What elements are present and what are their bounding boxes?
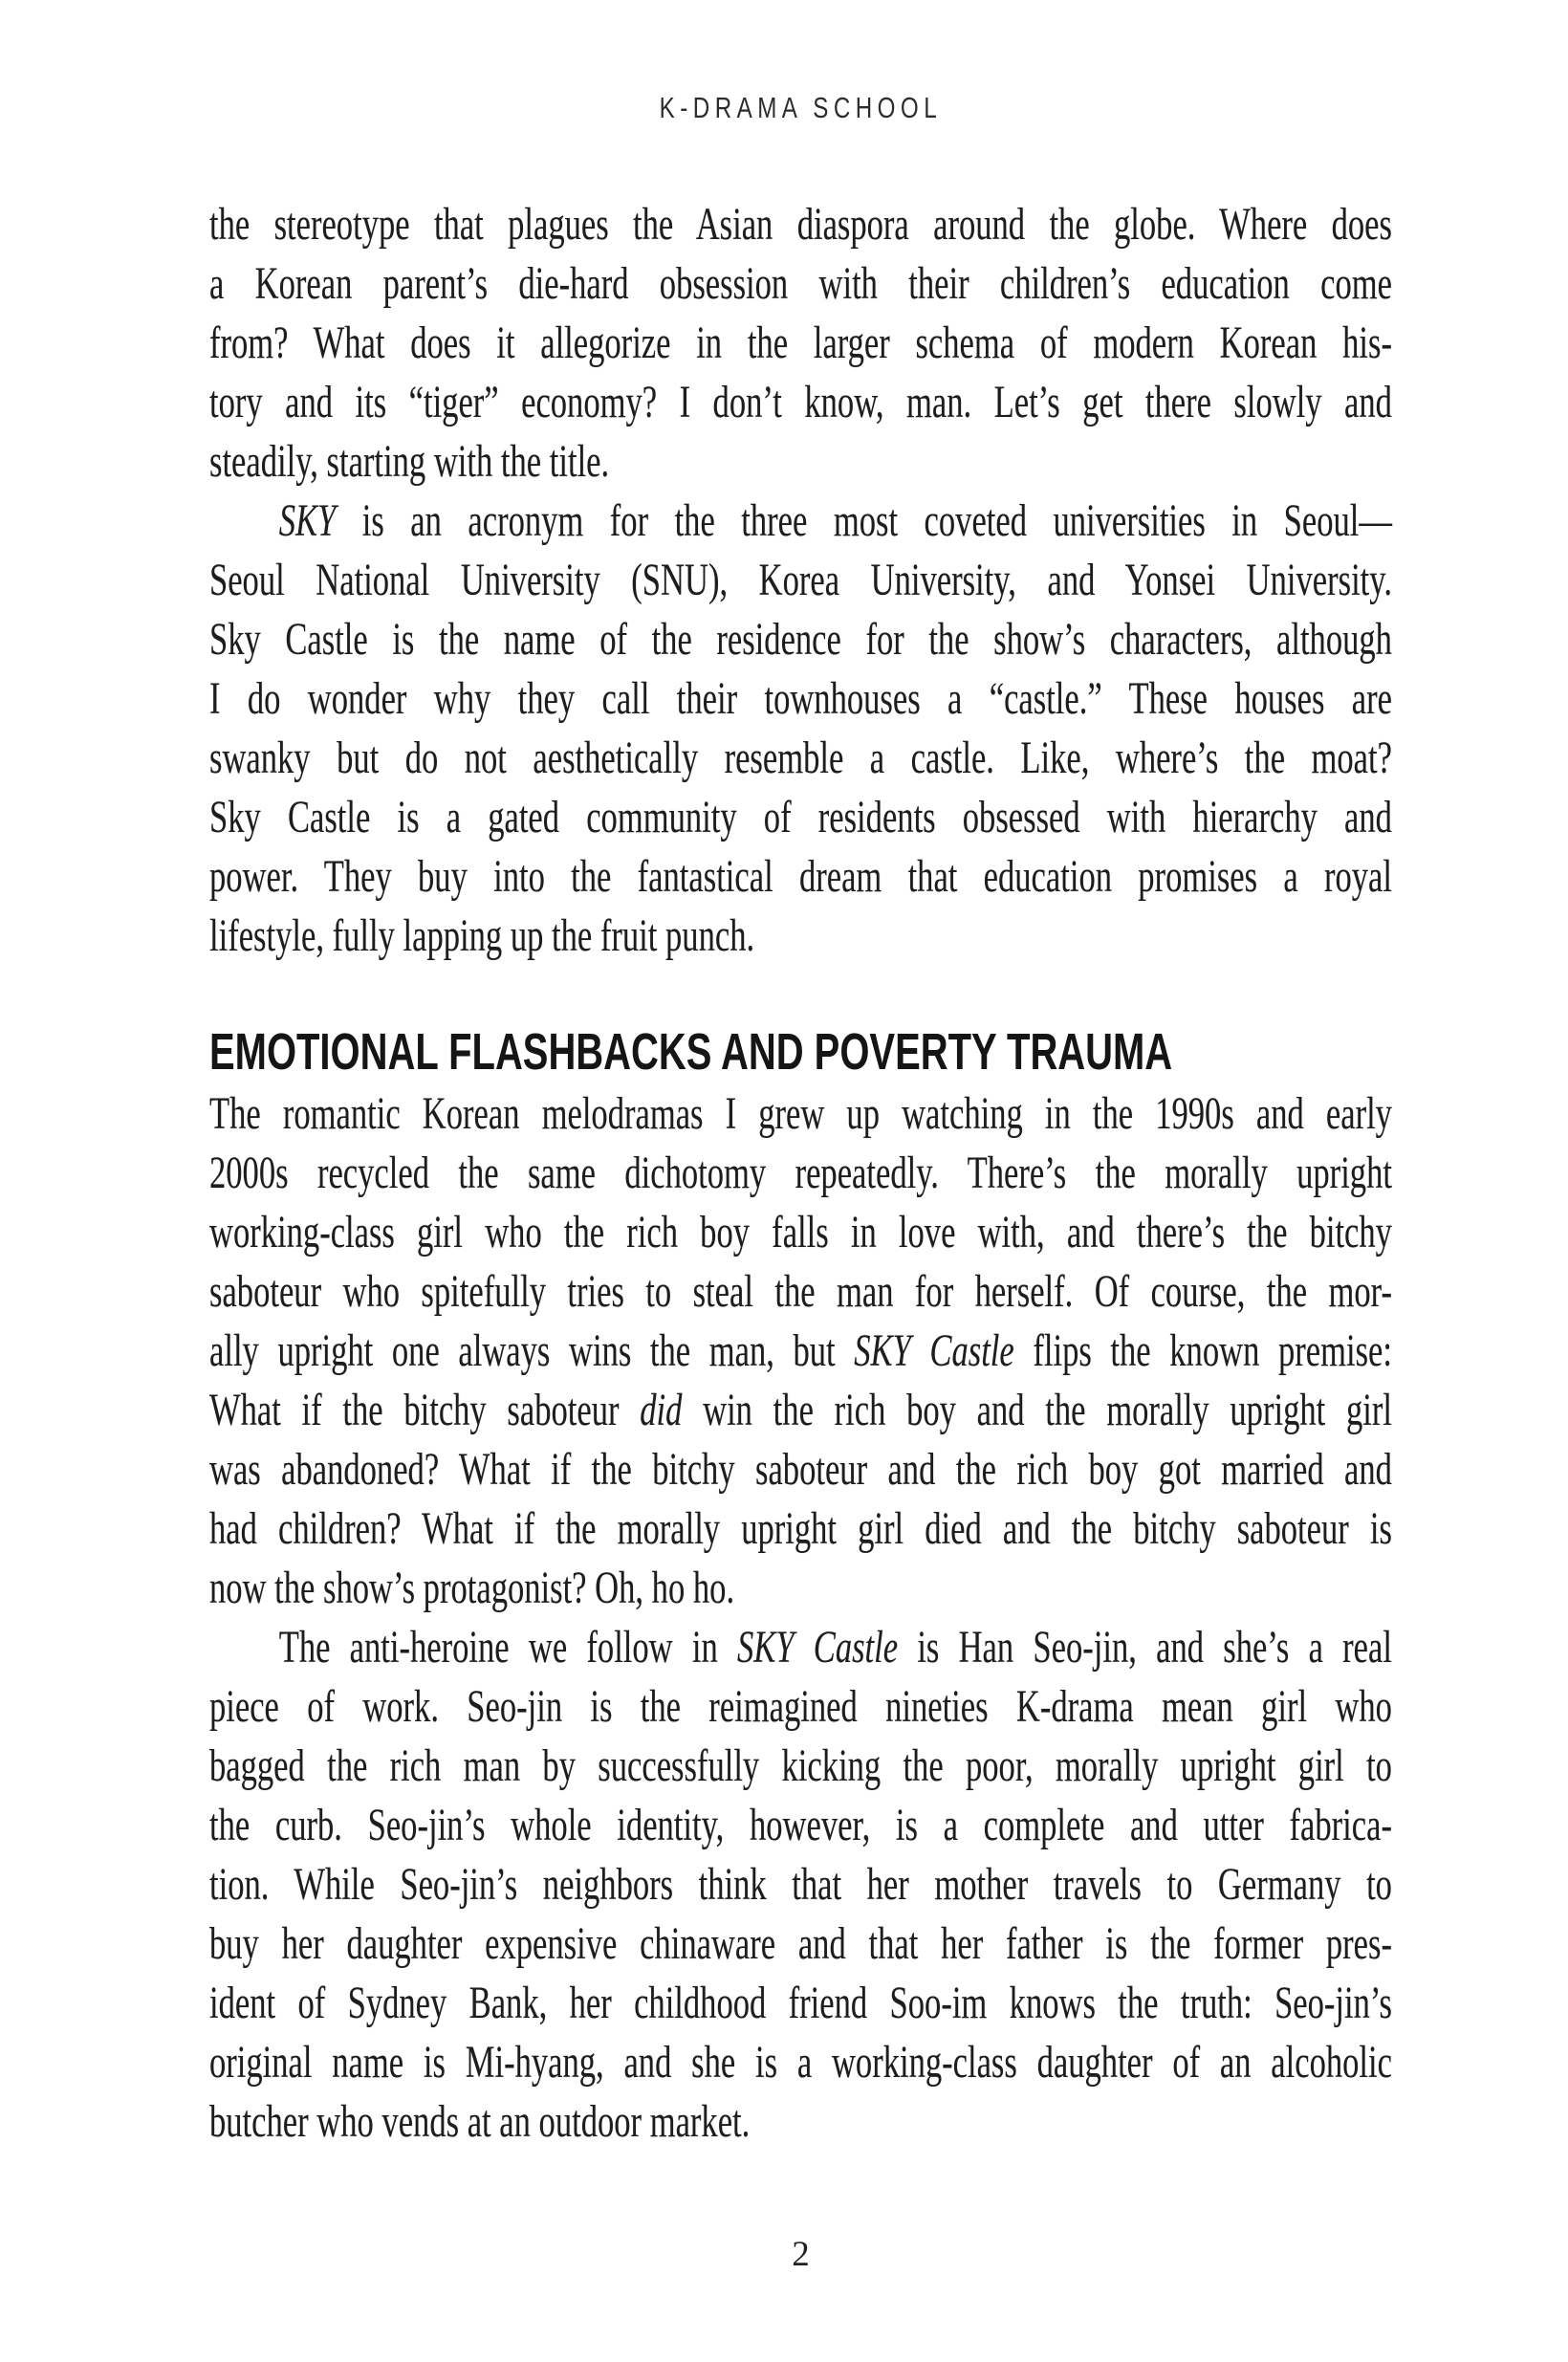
text-run: working-class girl who the rich boy falls in love with, and there’s the bitchy bbox=[209, 1207, 1392, 1258]
text-run: had children? What if the morally upright girl died and the bitchy saboteur is bbox=[209, 1503, 1392, 1554]
text-run: the stereotype that plagues the Asian diaspora around the globe. Where does bbox=[209, 199, 1392, 250]
body-line bbox=[209, 1974, 1392, 2033]
text-run: piece of work. Seo-jin is the reimagined nineties K-drama mean girl who bbox=[209, 1681, 1392, 1732]
body-line bbox=[209, 1737, 1392, 1796]
text-run: Sky Castle is a gated community of residents obsessed with hierarchy and bbox=[209, 792, 1392, 842]
italic-text-run: SKY bbox=[278, 495, 337, 546]
text-run: original name is Mi-hyang, and she is a working-class daughter of an alcoholic bbox=[209, 2037, 1392, 2088]
body-line bbox=[209, 195, 1392, 254]
body-paragraph bbox=[209, 492, 1392, 966]
text-run: now the show’s protagonist? Oh, ho ho. bbox=[209, 1563, 735, 1613]
running-header bbox=[209, 93, 1392, 122]
text-run: from? What does it allegorize in the larger schema of modern Korean his- bbox=[209, 317, 1392, 368]
text-run: 2000s recycled the same dichotomy repeatedly. There’s the morally upright bbox=[209, 1148, 1392, 1198]
text-run: Seoul National University (SNU), Korea University, and Yonsei University. bbox=[209, 555, 1392, 605]
body-line bbox=[209, 1559, 1392, 1618]
text-run: bagged the rich man by successfully kicking the poor, morally upright girl to bbox=[209, 1740, 1392, 1791]
text-run: was abandoned? What if the bitchy saboteur and the rich boy got married and bbox=[209, 1444, 1392, 1495]
body-line bbox=[209, 847, 1392, 907]
text-run: is an acronym for the three most coveted universities in Seoul— bbox=[336, 495, 1392, 546]
text-run: ally upright one always wins the man, but bbox=[209, 1325, 855, 1376]
text-run: steadily, starting with the title. bbox=[209, 436, 610, 487]
italic-text-run: SKY Castle bbox=[854, 1325, 1014, 1376]
text-run: flips the known premise: bbox=[1013, 1325, 1392, 1376]
body-line bbox=[209, 1262, 1392, 1322]
body-line bbox=[209, 1381, 1392, 1440]
body-line bbox=[209, 669, 1392, 729]
body-line bbox=[209, 1855, 1392, 1914]
text-run: win the rich boy and the morally upright girl bbox=[682, 1385, 1392, 1435]
text-run: power. They buy into the fantastical dream that education promises a royal bbox=[209, 851, 1392, 902]
text-run: buy her daughter expensive chinaware and that her father is the former pres- bbox=[209, 1918, 1392, 1969]
body-line bbox=[209, 1084, 1392, 1144]
body-line bbox=[209, 1203, 1392, 1262]
body-content bbox=[209, 195, 1392, 2152]
body-line bbox=[209, 1914, 1392, 1974]
body-line bbox=[209, 2092, 1392, 2152]
italic-text-run: did bbox=[640, 1385, 683, 1435]
page-number: 2 bbox=[792, 2235, 810, 2274]
text-run: tory and its “tiger” economy? I don’t know, man. Let’s get there slowly and bbox=[209, 377, 1392, 427]
body-line bbox=[209, 1322, 1392, 1381]
text-run: What if the bitchy saboteur bbox=[209, 1385, 641, 1435]
text-run: is Han Seo-jin, and she’s a real bbox=[898, 1622, 1392, 1673]
running-header-text: K-DRAMA SCHOOL bbox=[659, 91, 943, 124]
text-run: a Korean parent’s die-hard obsession with their children’s education come bbox=[209, 258, 1392, 309]
text-run: saboteur who spitefully tries to steal the man for herself. Of course, the mor- bbox=[209, 1266, 1392, 1317]
body-line bbox=[209, 907, 1392, 966]
body-line bbox=[209, 729, 1392, 788]
body-paragraph bbox=[209, 1618, 1392, 2152]
body-paragraph bbox=[209, 195, 1392, 492]
text-run: I do wonder why they call their townhouses a “castle.” These houses are bbox=[209, 673, 1392, 724]
body-line bbox=[209, 551, 1392, 610]
body-line bbox=[209, 1144, 1392, 1203]
body-line bbox=[209, 373, 1392, 432]
text-run: lifestyle, fully lapping up the fruit punch. bbox=[209, 910, 755, 961]
text-run: swanky but do not aesthetically resemble a castle. Like, where’s the moat? bbox=[209, 733, 1392, 783]
body-line bbox=[209, 1440, 1392, 1499]
body-line bbox=[209, 254, 1392, 314]
body-line bbox=[209, 610, 1392, 669]
body-line bbox=[209, 314, 1392, 373]
text-run: The romantic Korean melodramas I grew up watching in the 1990s and early bbox=[209, 1088, 1392, 1139]
body-paragraph bbox=[209, 1084, 1392, 1618]
text-run: Sky Castle is the name of the residence for the show’s characters, although bbox=[209, 614, 1392, 665]
section-heading bbox=[209, 1022, 1392, 1082]
body-line bbox=[209, 1618, 1392, 1677]
body-line bbox=[209, 492, 1392, 551]
text-run: tion. While Seo-jin’s neighbors think that her mother travels to Germany to bbox=[209, 1859, 1392, 1910]
section-heading-text: EMOTIONAL FLASHBACKS AND POVERTY TRAUMA bbox=[209, 1023, 1173, 1081]
body-line bbox=[209, 1796, 1392, 1855]
italic-text-run: SKY Castle bbox=[736, 1622, 899, 1673]
body-line bbox=[209, 2033, 1392, 2092]
body-line bbox=[209, 432, 1392, 492]
body-line bbox=[209, 1677, 1392, 1737]
text-run: the curb. Seo-jin’s whole identity, however, is a complete and utter fabrica- bbox=[209, 1800, 1392, 1850]
body-line bbox=[209, 1499, 1392, 1559]
text-run: The anti-heroine we follow in bbox=[278, 1622, 737, 1673]
body-line bbox=[209, 788, 1392, 847]
text-run: ident of Sydney Bank, her childhood friend Soo-im knows the truth: Seo-jin’s bbox=[209, 1978, 1392, 2028]
text-run: butcher who vends at an outdoor market. bbox=[209, 2096, 751, 2147]
